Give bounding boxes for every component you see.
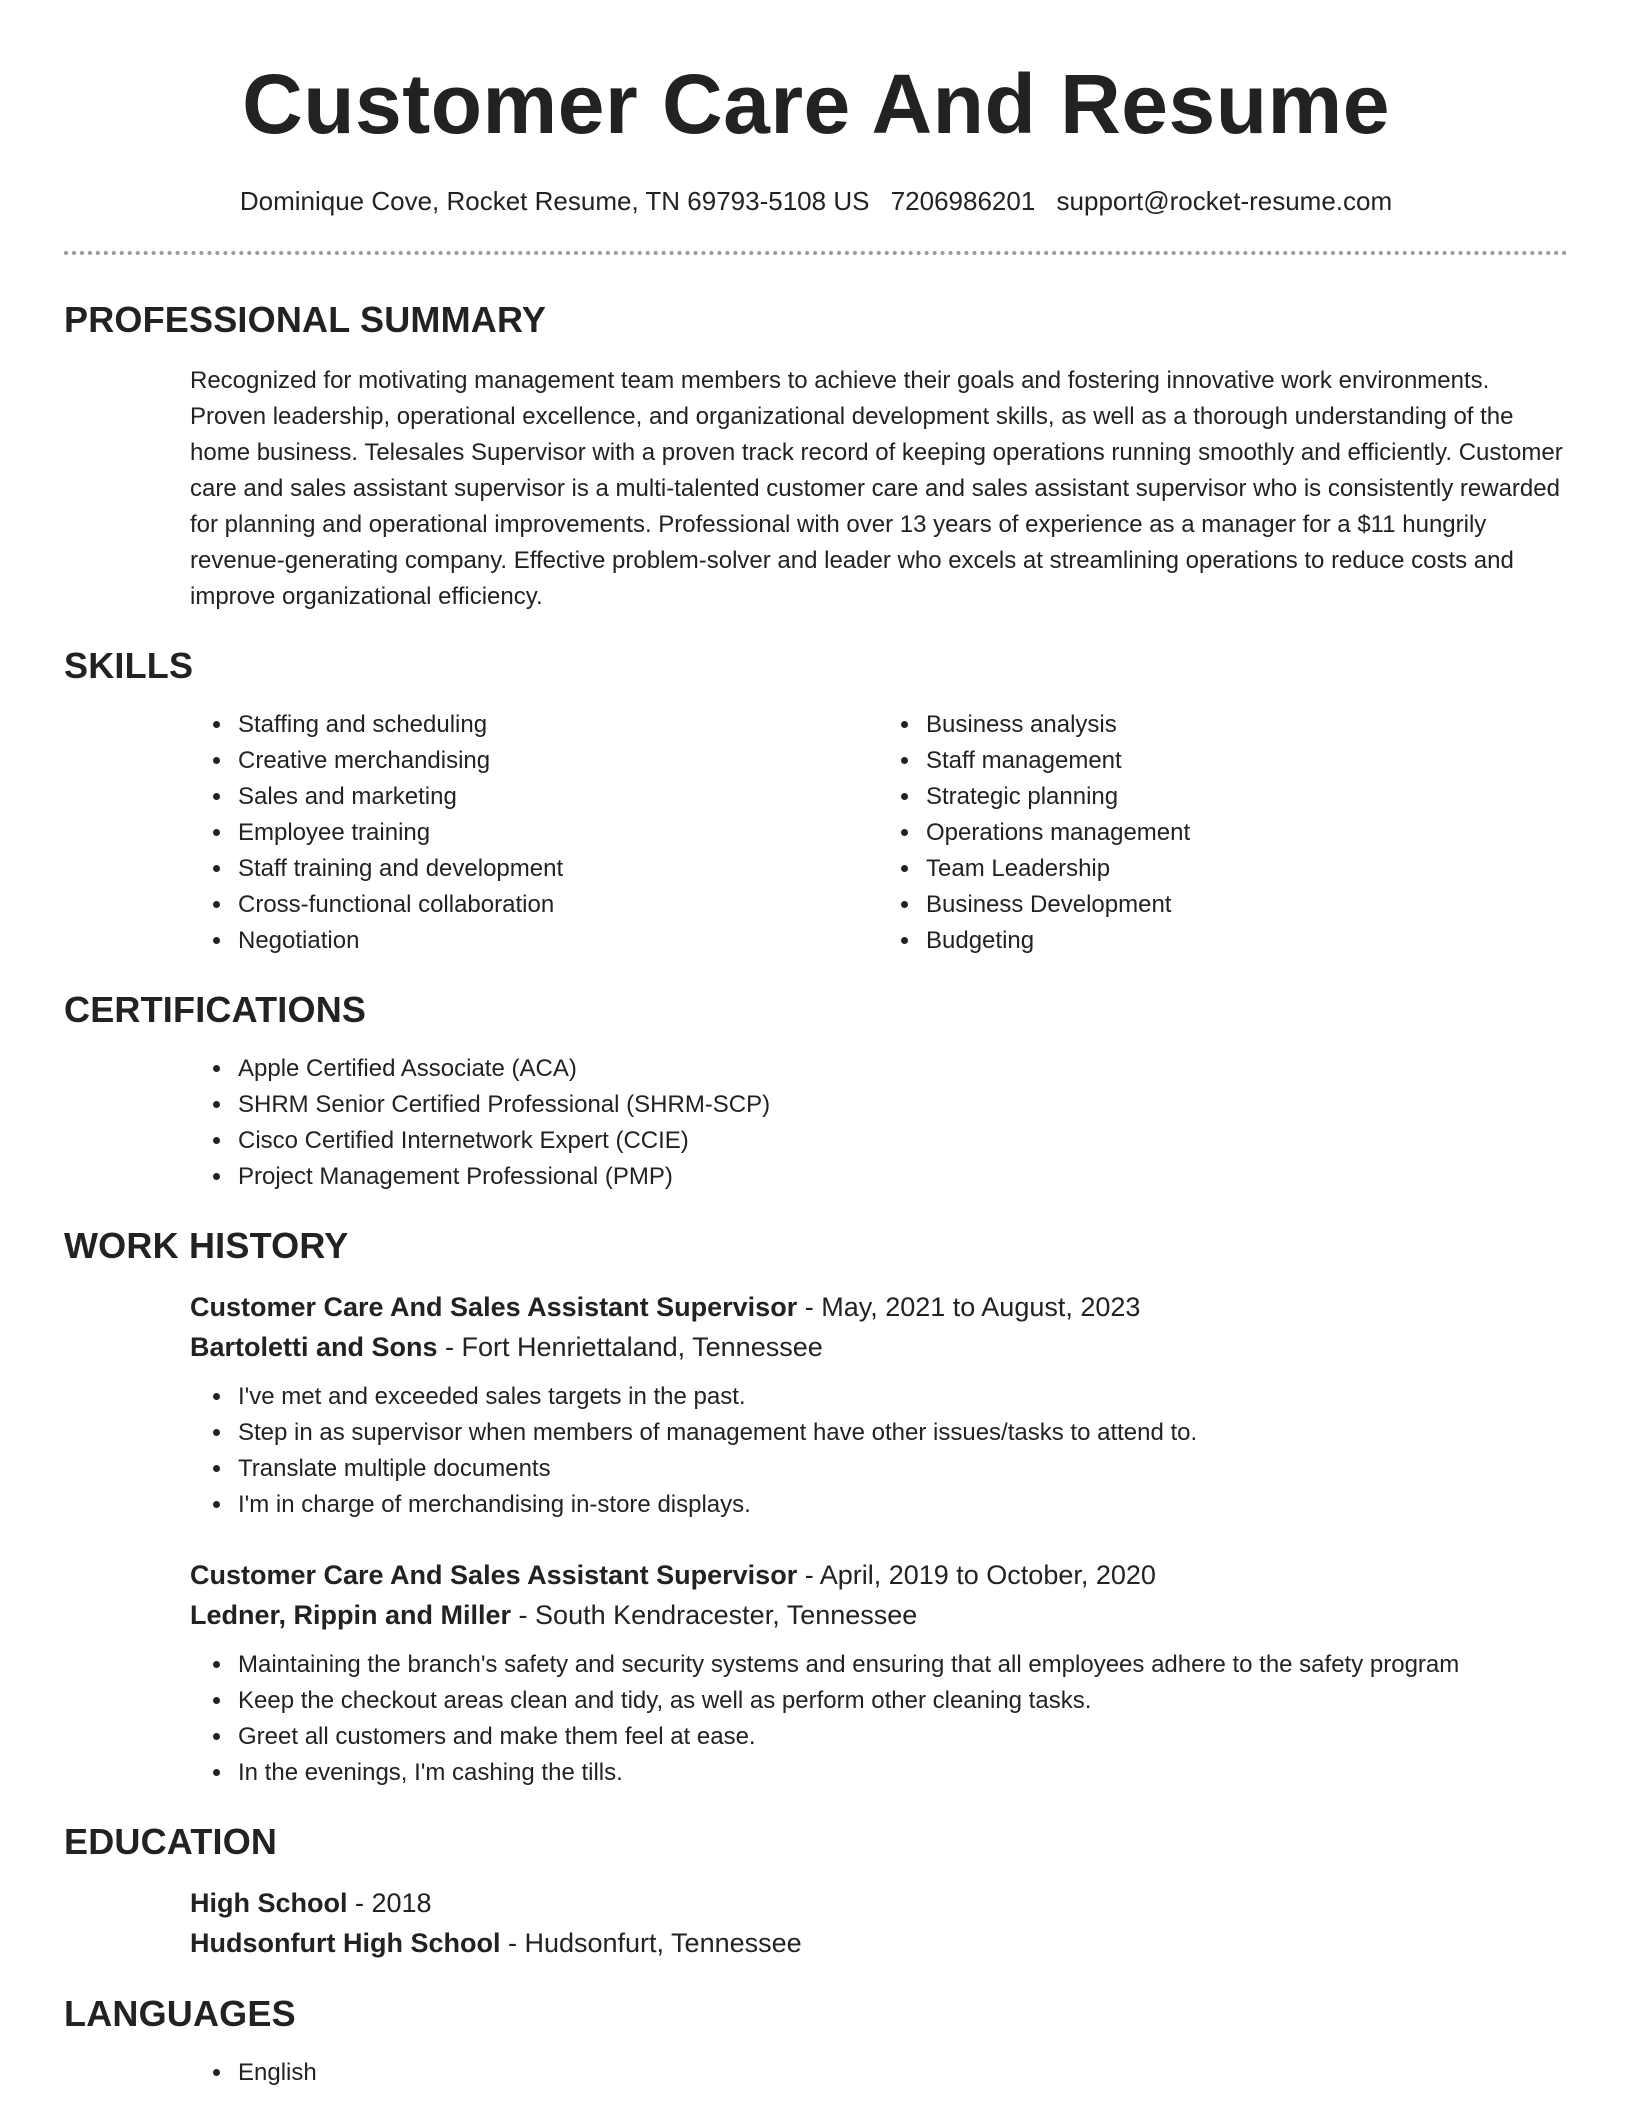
job-entry [64,1287,1568,1367]
list-item: • Business Development [922,887,1568,923]
list-item: • English [234,2055,1568,2091]
list-item: • Cisco Certified Internetwork Expert (CCIE) [234,1123,1568,1159]
work-history-section [64,1225,1568,1791]
list-item: • Staffing and scheduling [234,707,880,743]
education-degree-line [190,1883,1568,1923]
contact-address: Dominique Cove, Rocket Resume, TN 69793-5108 US [239,186,870,216]
skills-section [64,645,1568,959]
summary-section [64,299,1568,615]
job-bullets [64,1379,1568,1523]
job-location: - South Kendracester, Tennessee [511,1600,918,1630]
list-item: • Sales and marketing [234,779,880,815]
list-item: • Staff management [922,743,1568,779]
list-item: • Apple Certified Associate (ACA) [234,1051,1568,1087]
education-entry [64,1883,1568,1963]
education-school-line [190,1923,1568,1963]
job-company-line [190,1327,1568,1367]
header-divider [64,251,1568,255]
list-item: • Greet all customers and make them feel at ease. [234,1719,1568,1755]
job-company: Bartoletti and Sons [190,1332,438,1362]
contact-line [64,186,1568,217]
job-role: Customer Care And Sales Assistant Supervisor [190,1292,798,1322]
list-item: • In the evenings, I'm cashing the tills. [234,1755,1568,1791]
list-item: • Team Leadership [922,851,1568,887]
education-year: - 2018 [347,1888,432,1918]
list-item: • Creative merchandising [234,743,880,779]
summary-heading: PROFESSIONAL SUMMARY [64,299,547,340]
education-heading: EDUCATION [64,1821,278,1862]
education-location: - Hudsonfurt, Tennessee [500,1928,802,1958]
list-item: • SHRM Senior Certified Professional (SHRM-SCP) [234,1087,1568,1123]
list-item: • Keep the checkout areas clean and tidy, as well as perform other cleaning tasks. [234,1683,1568,1719]
list-item: • Operations management [922,815,1568,851]
list-item: • Business analysis [922,707,1568,743]
job-company-line [190,1595,1568,1635]
job-dates: - May, 2021 to August, 2023 [797,1292,1141,1322]
summary-text: Recognized for motivating management team members to achieve their goals and fostering innovative work environments. Proven leadership, operational excellence, and organizational development skills, as well as a thorough understanding of the home business. Telesales Supervisor with a proven track record of keeping operations running smoothly and efficiently. Customer care and sales assistant supervisor is a multi-talented customer care and sales assistant supervisor who is consistently rewarded for planning and operational improvements. Professional with over 13 years of experience as a manager for a $11 hungrily revenue-generating company. Effective problem-solver and leader who excels at streamlining operations to reduce costs and improve organizational efficiency. [190,367,1563,610]
list-item: • I've met and exceeded sales targets in the past. [234,1379,1568,1415]
languages-list [64,2055,1568,2091]
job-dates: - April, 2019 to October, 2020 [797,1560,1156,1590]
list-item: • Cross-functional collaboration [234,887,880,923]
list-item: • Negotiation [234,923,880,959]
education-section [64,1821,1568,1963]
list-item: • Employee training [234,815,880,851]
skills-heading: SKILLS [64,645,194,686]
skills-list-left [64,707,880,959]
job-company: Ledner, Rippin and Miller [190,1600,512,1630]
job-title-line [190,1287,1568,1327]
job-bullets [64,1647,1568,1791]
list-item: • Maintaining the branch's safety and security systems and ensuring that all employees adhere to the safety program [234,1647,1568,1683]
job-role: Customer Care And Sales Assistant Supervisor [190,1560,798,1590]
list-item: • I'm in charge of merchandising in-store displays. [234,1487,1568,1523]
work-history-heading: WORK HISTORY [64,1225,349,1266]
job-location: - Fort Henriettaland, Tennessee [437,1332,823,1362]
list-item: • Step in as supervisor when members of management have other issues/tasks to attend to. [234,1415,1568,1451]
list-item: • Budgeting [922,923,1568,959]
certifications-heading: CERTIFICATIONS [64,989,367,1030]
job-entry [64,1555,1568,1635]
list-item: • Staff training and development [234,851,880,887]
education-degree: High School [190,1888,348,1918]
list-item: • Translate multiple documents [234,1451,1568,1487]
contact-email: support@rocket-resume.com [1056,186,1393,216]
languages-section [64,1993,1568,2091]
certifications-list [64,1051,1568,1195]
education-school: Hudsonfurt High School [190,1928,501,1958]
resume-name: Customer Care And Resume [242,57,1390,151]
languages-heading: LANGUAGES [64,1993,296,2034]
skills-list-right [880,707,1568,959]
list-item: • Strategic planning [922,779,1568,815]
job-title-line [190,1555,1568,1595]
list-item: • Project Management Professional (PMP) [234,1159,1568,1195]
contact-phone: 7206986201 [890,186,1036,216]
skills-grid [64,707,1568,959]
certifications-section [64,989,1568,1195]
